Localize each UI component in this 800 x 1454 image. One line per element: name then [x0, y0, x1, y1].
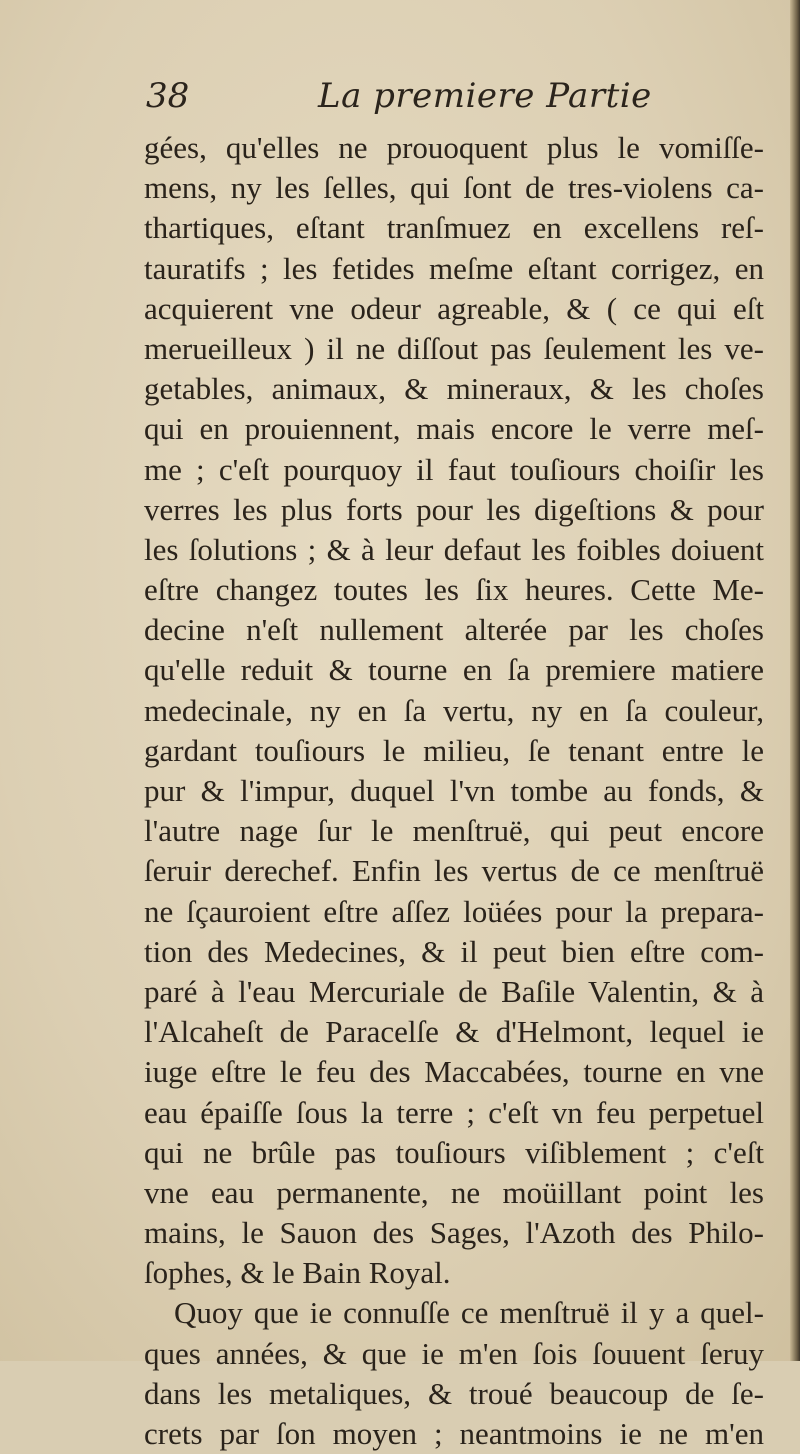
- text-line: les ſolutions ; & à leur defaut les foibles doiuent: [144, 531, 764, 567]
- text-line: ſophes, & le Bain Royal.: [144, 1255, 451, 1291]
- body-text: [144, 128, 764, 1454]
- text-line: Quoy que ie connuſſe ce menſtruë il y a quel-: [174, 1295, 764, 1331]
- text-line: verres les plus forts pour les digeſtions & pour: [144, 491, 764, 527]
- text-line: ne ſçauroient eſtre aſſez loüées pour la prepara-: [144, 893, 764, 929]
- text-line: eſtre changez toutes les ſix heures. Cette Me-: [144, 572, 764, 608]
- text-line: me ; c'eſt pourquoy il faut touſiours choiſir les: [144, 451, 764, 487]
- text-line: merueilleux ) il ne diſſout pas ſeulement les ve-: [144, 330, 764, 366]
- page-header: [146, 76, 746, 120]
- text-line: l'Alcaheſt de Paracelſe & d'Helmont, lequel ie: [144, 1014, 764, 1050]
- page-edge-shadow: [790, 0, 800, 1361]
- page-number: 38: [146, 76, 190, 116]
- text-line: tauratifs ; les fetides meſme eſtant corrigez, en: [144, 250, 764, 286]
- text-line: gées, qu'elles ne prouoquent plus le vomiſſe-: [144, 130, 764, 165]
- text-line: qui en prouiennent, mais encore le verre meſ-: [144, 411, 764, 447]
- text-line: tion des Medecines, & il peut bien eſtre com-: [144, 933, 764, 969]
- text-line: thartiques, eſtant tranſmuez en excellens reſ-: [144, 210, 764, 246]
- running-title: La premiere Partie: [318, 76, 652, 116]
- text-line: decine n'eſt nullement alterée par les choſes: [144, 612, 764, 648]
- text-line: vne eau permanente, ne moüillant point les: [144, 1174, 764, 1210]
- text-line: acquierent vne odeur agreable, & ( ce qui eſt: [144, 290, 764, 326]
- text-line: crets par ſon moyen ; neantmoins ie ne m'en: [144, 1416, 764, 1451]
- text-line: paré à l'eau Mercuriale de Baſile Valentin, & à: [144, 973, 764, 1009]
- text-line: mains, le Sauon des Sages, l'Azoth des Philo-: [144, 1215, 764, 1251]
- text-line: qu'elle reduit & tourne en ſa premiere matiere: [144, 652, 764, 688]
- text-line: pur & l'impur, duquel l'vn tombe au fonds, &: [144, 773, 764, 808]
- text-line: qui ne brûle pas touſiours viſiblement ; c'eſt: [144, 1134, 764, 1170]
- text-line: l'autre nage ſur le menſtruë, qui peut encore: [144, 813, 764, 849]
- text-line: iuge eſtre le feu des Maccabées, tourne en vne: [144, 1054, 764, 1090]
- text-line: mens, ny les ſelles, qui ſont de tres-violens ca-: [144, 170, 764, 206]
- text-line: ſeruir derechef. Enfin les vertus de ce menſtruë: [144, 853, 764, 889]
- text-line: getables, animaux, & mineraux, & les choſes: [144, 371, 764, 407]
- text-line: eau épaiſſe ſous la terre ; c'eſt vn feu perpetuel: [144, 1094, 764, 1130]
- text-line: dans les metaliques, & troué beaucoup de ſe-: [144, 1375, 764, 1411]
- text-line: gardant touſiours le milieu, ſe tenant entre le: [144, 732, 764, 768]
- text-line: ques années, & que ie m'en ſois ſouuent ſeruy: [144, 1335, 764, 1371]
- text-line: medecinale, ny en ſa vertu, ny en ſa couleur,: [144, 692, 764, 728]
